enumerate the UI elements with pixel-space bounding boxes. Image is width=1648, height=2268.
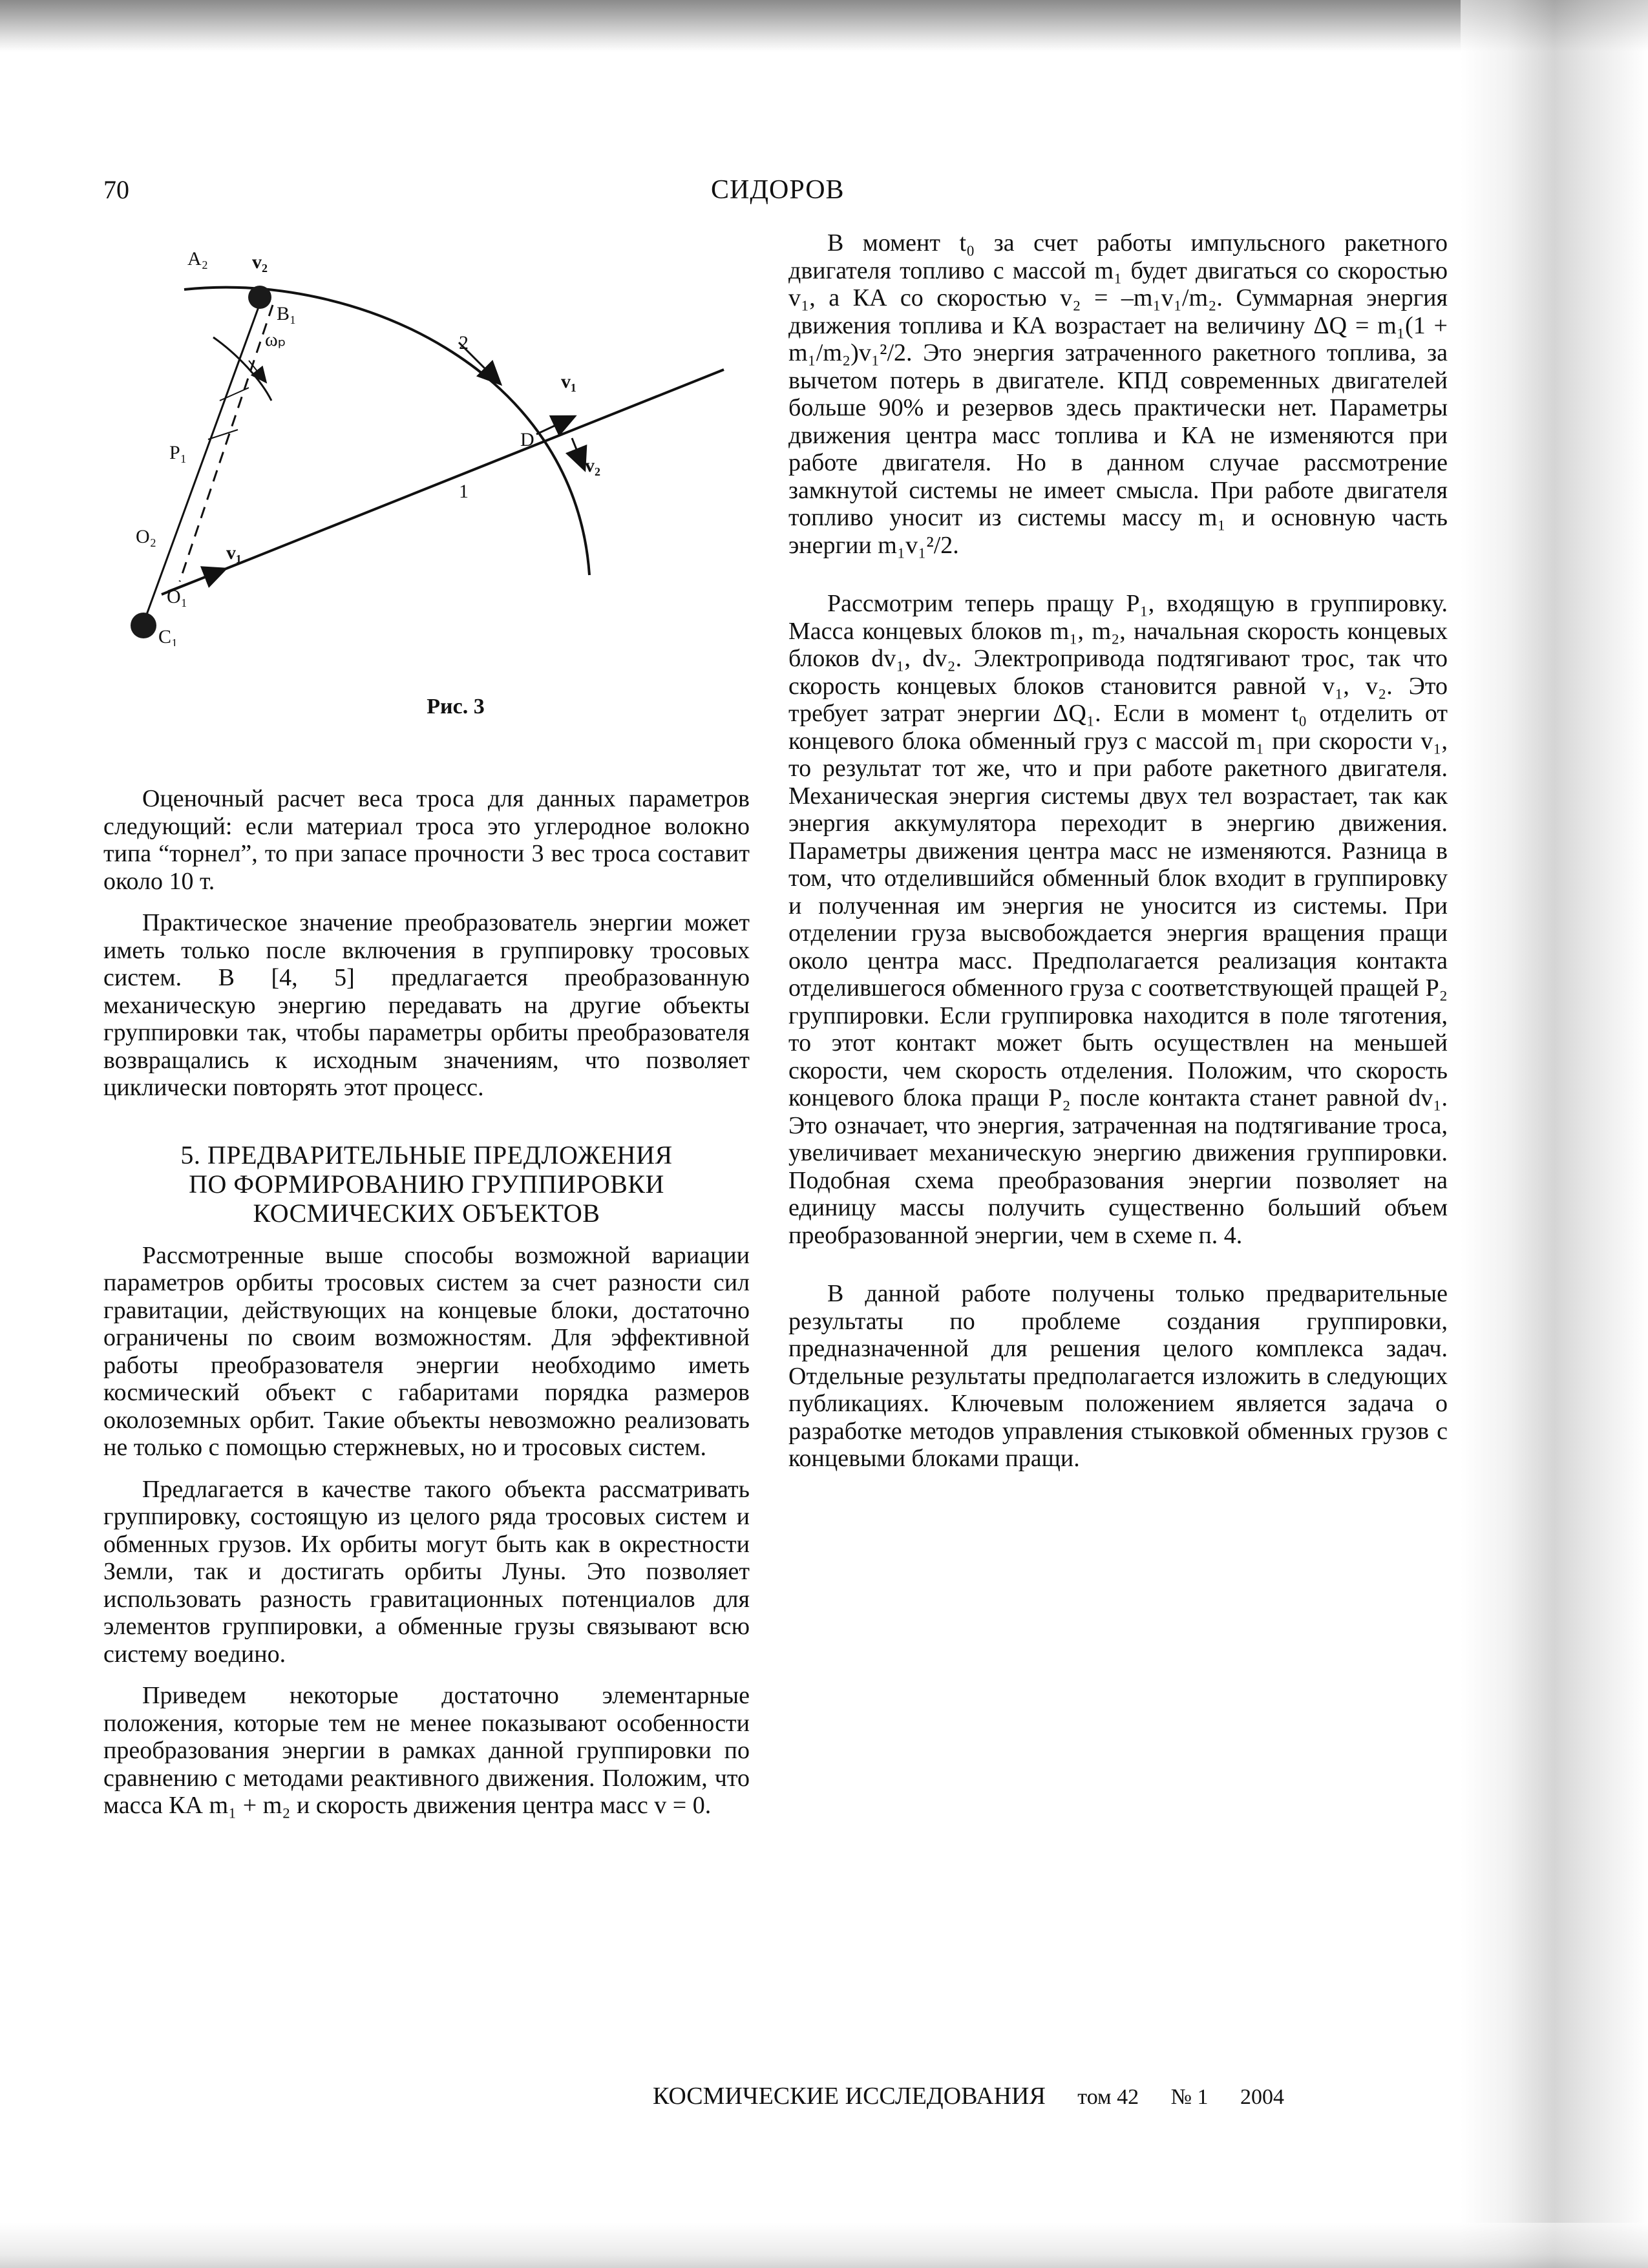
left-paragraph-5: Приведем некоторые достаточно элементарные положения, которые тем не менее показывают особенности преобразования энергии в рамках данной группировки по сравнению с методами реактивного движения. Положим, что масса КА m₁ + m₂ и скорость движения центра масс v = 0. [103,1682,750,1819]
right-paragraph-3: В данной работе получены только предварительные результаты по проблеме создания группировки, предназначенной для решения целого комплекса задач. Отдельные результаты предполагается изложить в следующих публикациях. Ключевым положением является задача о разработке методов управления стыковкой обменных грузов с концевыми блоками пращи. [788,1280,1448,1472]
footer-issue: № 1 [1170,2085,1209,2109]
label-d: D [520,429,534,450]
running-head: СИДОРОВ [711,175,845,205]
label-1: 1 [459,481,469,502]
left-paragraph-1: Оценочный расчет веса троса для данных параметров следующий: если материал троса это углеродное волокно типа “торнел”, то при запасе прочности 3 вес троса составит около 10 т. [103,785,750,895]
journal-footer [653,2082,1310,2110]
heading-line-3: КОСМИЧЕСКИХ ОБЪЕКТОВ [253,1198,600,1228]
label-p1: P₁ [169,442,187,463]
velocity-v2-arrow [572,438,585,470]
orbit-diagram [123,233,743,646]
left-paragraph-3: Рассмотренные выше способы возможной вариации параметров орбиты тросовых систем за счет разности сил гравитации, действующих на концевые блоки, достаточно ограничены по своим возможностям. Для эффективной работы преобразователя энергии необходимо иметь космический объект с габаритами порядка размеров околоземных орбит. Такие объекты невозможно реализовать не только с помощью стержневых, но и тросовых систем. [103,1241,750,1461]
label-v2-top: v₂ [252,251,268,273]
scan-shadow-top [0,0,1648,52]
scan-shadow-right [1461,0,1648,2268]
footer-journal: КОСМИЧЕСКИЕ ИССЛЕДОВАНИЯ [653,2083,1046,2110]
label-v1-right: v₁ [561,371,576,392]
label-o1: O₁ [167,586,188,607]
left-paragraph-2: Практическое значение преобразователь энергии может иметь только после включения в группировку тросовых систем. В [4, 5] предлагается преобразованную механическую энергию передавать на другие объекты группировки так, чтобы параметры орбиты преобразователя возвращались к исходным значениям, что позволяет циклически повторять этот процесс. [103,909,750,1101]
mass-c1 [131,613,156,638]
left-paragraph-4: Предлагается в качестве такого объекта рассматривать группировку, состоящую из целого ряда тросовых систем и обменных грузов. Их орбиты могут быть как в окрестности Земли, так и достигать орбиты Луны. Это позволяет использовать разность гравитационных потенциалов для элементов группировки, а обменные грузы связывают всю систему воедино. [103,1475,750,1668]
label-2: 2 [459,332,469,353]
figure-caption: Рис. 3 [427,695,485,719]
label-omega-p: ωₚ [265,329,286,350]
footer-year: 2004 [1240,2085,1285,2109]
scan-shadow-bottom [0,2223,1648,2268]
label-c1: C₁ [158,626,178,646]
figure-3 [123,233,743,646]
rotation-hatch-1 [220,388,249,401]
heading-line-2: ПО ФОРМИРОВАНИЮ ГРУППИРОВКИ [189,1169,664,1199]
heading-line-1: 5. ПРЕДВАРИТЕЛЬНЫЕ ПРЕДЛОЖЕНИЯ [180,1140,673,1170]
page-number: 70 [103,175,129,204]
right-column [788,229,1448,1473]
mass-b1 [248,286,271,309]
left-column [103,785,750,1820]
label-b1: B₁ [277,303,297,324]
label-v1-left: v₁ [226,542,242,563]
section-heading [103,1140,750,1228]
right-paragraph-1: В момент t₀ за счет работы импульсного ракетного двигателя топливо с массой m₁ будет двигаться со скоростью v₁, а КА со скоростью v₂ = –m₁v₁/m₂. Суммарная энергия движения топлива и КА возрастает на величину ΔQ = m₁(1 + m₁/m₂)v₁²/2. Это энергия затраченного ракетного топлива, за вычетом потерь в двигателе. КПД современных двигателей больше 90% и резервов здесь практически нет. Параметры движения центра масс топлива и КА не изменяются при работе двигателя. Но в данном случае рассмотрение замкнутой системы не имеет смысла. При работе двигателя топливо уносит из системы массу m₁ и основную часть энергии m₁v₁²/2. [788,229,1448,559]
label-o2: O₂ [136,526,157,547]
label-v2-right: v₂ [585,455,600,476]
footer-volume: том 42 [1077,2085,1139,2109]
label-a2: A₂ [187,248,209,269]
orbit-1-line [162,370,724,594]
right-paragraph-2: Рассмотрим теперь пращу P₁, входящую в группировку. Масса концевых блоков m₁, m₂, начальная скорость концевых блоков dv₁, dv₂. Электропривода подтягивают трос, так что скорость концевых блоков становится равной v₁, v₂. Это требует затрат энергии ΔQ₁. Если в момент t₀ отделить от концевого блока обменный груз с массой m₁ при скорости v₁, то результат тот же, что и при работе ракетного двигателя. Механическая энергия системы двух тел возрастает, так как энергия аккумулятора переходит в энергию движения. Параметры движения центра масс не изменяются. Разница в том, что отделившийся обменный блок входит в группировку и полученная им энергия не уносится из системы. При отделении груза высвобождается энергия вращения пращи около центра масс. Предполагается реализация контакта отделившегося обменного груза с соответствующей пращей P₂ группировки. Если группировка находится в поле тяготения, то этот контакт может быть осуществлен на меньшей скорости, чем скорость отделения. Положим, что скорость концевого блока пращи P₂ после контакта станет равной dv₁. Это означает, что энергия, затраченная на подтягивание троса, увеличивает механическую энергию движения группировки. Подобная схема преобразования энергии позволяет на единицу массы получить существенно больший объем преобразованной энергии, чем в схеме п. 4. [788,590,1448,1249]
